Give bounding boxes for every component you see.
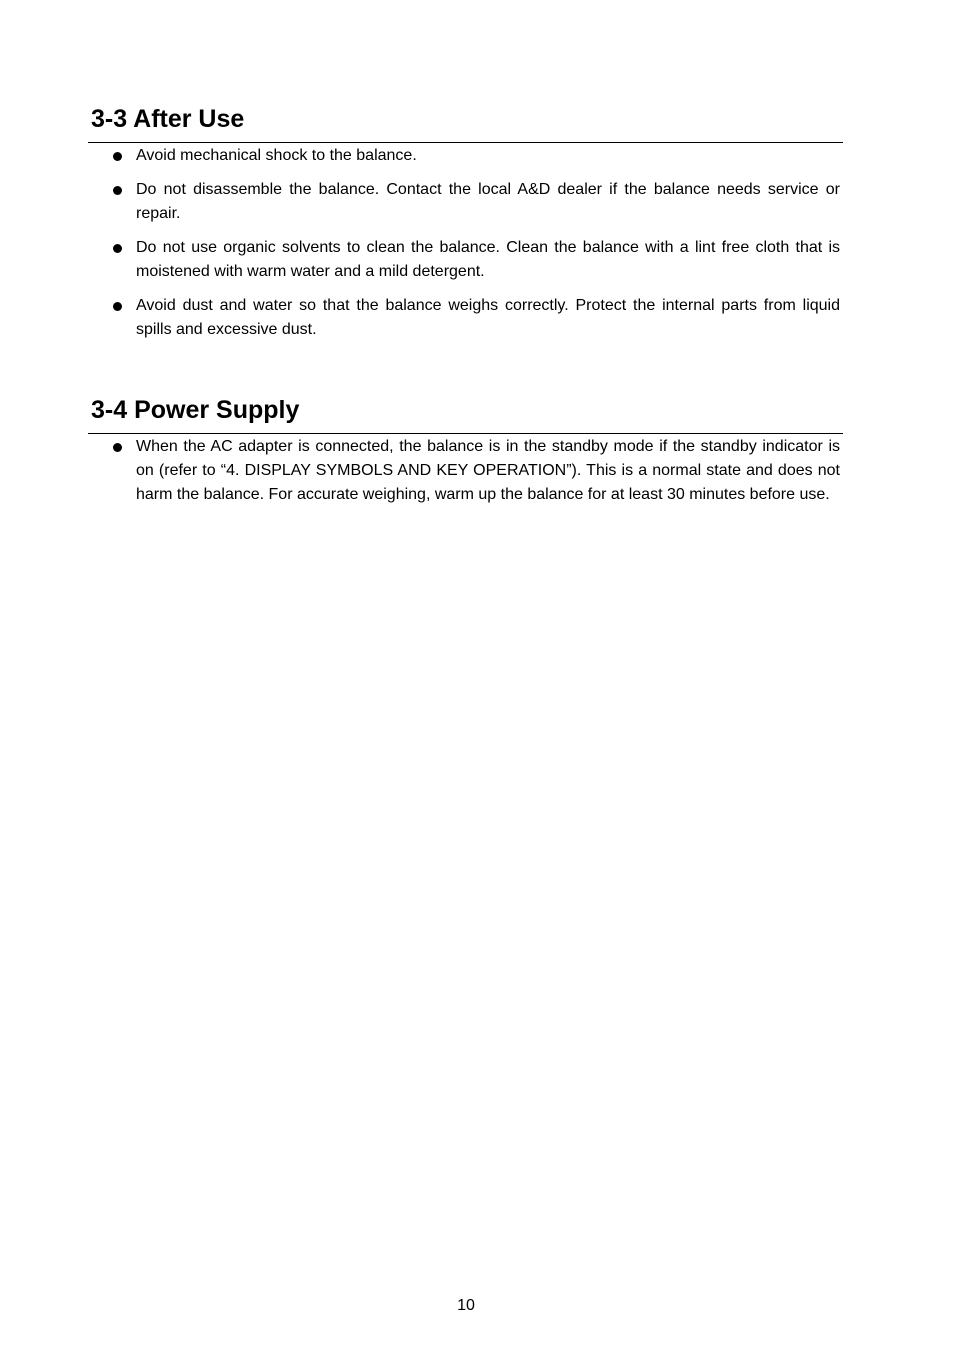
list-item xyxy=(88,236,843,284)
bullet-icon xyxy=(113,244,122,253)
section-heading: 3-3 After Use xyxy=(88,104,843,143)
list-item-text: Avoid mechanical shock to the balance. xyxy=(136,147,417,164)
bullet-icon xyxy=(113,152,122,161)
list-item-text: Avoid dust and water so that the balance weighs correctly. Protect the internal parts from liquid spills and excessive dust. xyxy=(136,297,840,338)
page-number: 10 xyxy=(457,1297,475,1314)
list-item-text: When the AC adapter is connected, the balance is in the standby mode if the standby indicator is on (refer to “4. DISPLAY SYMBOLS AND KEY OPERATION”). This is a normal state and does not harm the balance. For accurate weighing, warm up the balance for at least 30 minutes before use. xyxy=(136,438,840,503)
list-item xyxy=(88,294,843,342)
bullet-list xyxy=(88,144,843,342)
list-item xyxy=(88,144,843,168)
section-power-supply xyxy=(88,395,843,517)
list-item-text: Do not disassemble the balance. Contact the local A&D dealer if the balance needs service or repair. xyxy=(136,181,840,222)
list-item-text: Do not use organic solvents to clean the balance. Clean the balance with a lint free cloth that is moistened with warm water and a mild detergent. xyxy=(136,239,840,280)
section-heading: 3-4 Power Supply xyxy=(88,395,843,434)
section-after-use xyxy=(88,104,843,352)
bullet-icon xyxy=(113,186,122,195)
bullet-icon xyxy=(113,443,122,452)
bullet-icon xyxy=(113,302,122,311)
list-item xyxy=(88,178,843,226)
list-item xyxy=(88,435,843,507)
bullet-list xyxy=(88,435,843,507)
